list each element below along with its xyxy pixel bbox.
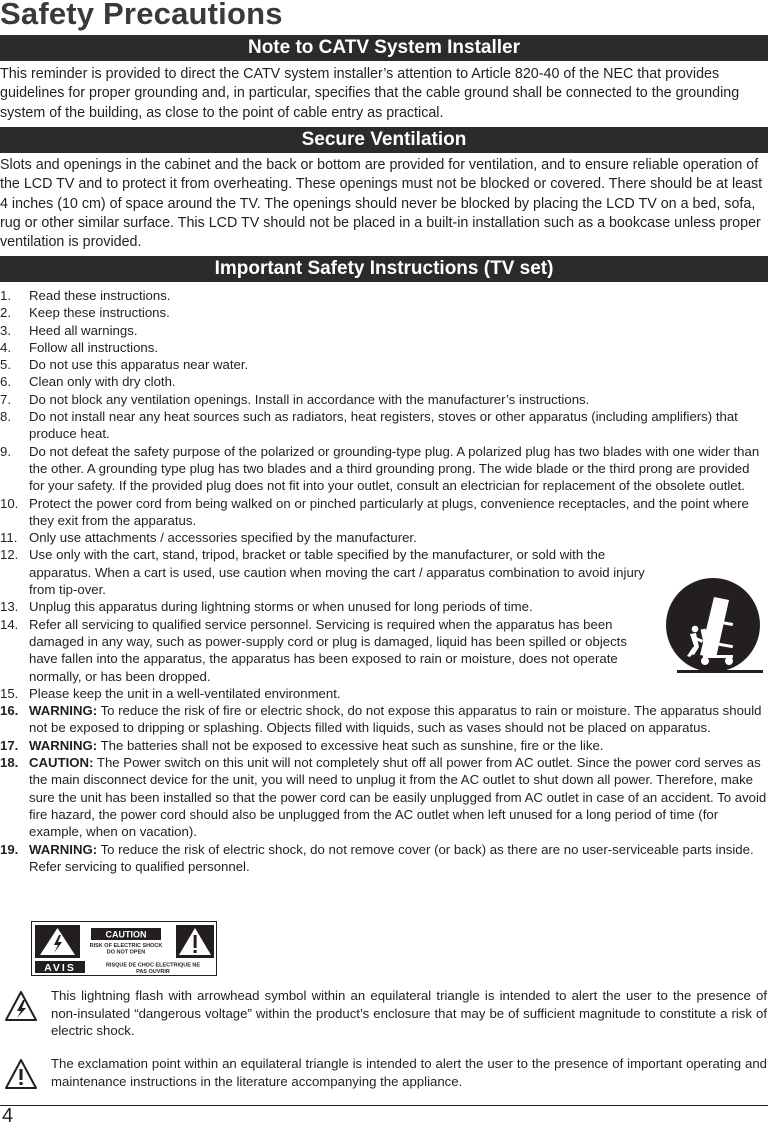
footer-divider: [0, 1105, 768, 1106]
list-item: 4. Follow all instructions.: [0, 339, 158, 355]
list-item: 12. Use only with the cart, stand, tripod, bracket or table specified by the manufacturer, or sold with the apparatus. When a cart is used, use caution when moving the cart / apparatus combination to avoid injury from tip-over.: [0, 547, 645, 598]
lightning-symbol-note: This lightning flash with arrowhead symbol within an equilateral triangle is intended to alert the user to the presence of non-insulated “dangerous voltage” within the product’s enclosure that may be of sufficient magnitude to constitute a risk of electric shock.: [51, 988, 767, 1038]
list-item: 19. WARNING: To reduce the risk of electric shock, do not remove cover (or back) as there are no user-serviceable parts inside. Refer servicing to qualified personnel.: [0, 841, 754, 874]
list-item: 13. Unplug this apparatus during lightning storms or when unused for long periods of time.: [0, 599, 533, 615]
list-item: 11. Only use attachments / accessories specified by the manufacturer.: [0, 530, 417, 546]
page-title: Safety Precautions: [0, 0, 283, 31]
section-header-instructions: Important Safety Instructions (TV set): [0, 256, 768, 282]
list-item: 3. Heed all warnings.: [0, 322, 138, 338]
caution-shock-label: [31, 921, 217, 976]
list-item: 7. Do not block any ventilation openings. Install in accordance with the manufacturer’s instructions.: [0, 391, 590, 407]
list-item: 18. CAUTION: The Power switch on this unit will not completely shut off all power from AC outlet. Since the power cord serves as the main disconnect device for the unit, you will need to unplug it from the AC outlet to shut down all power. Therefore, make sure the unit has been installed so that the power cord can be easily unplugged from AC outlet in case of an accident. To avoid fire hazard, the power cord should also be unplugged from the AC outlet when left unused for a long period of time (for example, when on vacation).: [0, 755, 767, 840]
list-item: 9. Do not defeat the safety purpose of the polarized or grounding-type plug. A polarized plug has two blades with one wider than the other. A grounding type plug has two blades and a third grounding prong. The wide blade or the third prong are provided for your safety. If the provided plug does not fit into your outlet, consult an electrician for replacement of the obsolete outlet.: [0, 443, 760, 494]
exclamation-symbol-note: The exclamation point within an equilateral triangle is intended to alert the user to the presence of important operating and maintenance instructions in the literature accompanying the appliance.: [51, 1056, 767, 1089]
list-item: 6. Clean only with dry cloth.: [0, 374, 176, 390]
list-item: 2. Keep these instructions.: [0, 305, 170, 321]
exclamation-triangle-icon: [4, 1058, 38, 1090]
svg-text:DO NOT OPEN: DO NOT OPEN: [106, 949, 146, 956]
list-item: 14. Refer all servicing to qualified service personnel. Servicing is required when the apparatus has been damaged in any way, such as power-supply cord or plug is damaged, liquid has been spilled or objects have fallen into the apparatus, the apparatus has been exposed to rain or moisture, does not operate normally, or has been dropped.: [0, 616, 627, 684]
avis-word: AVIS: [44, 962, 76, 974]
list-item: 16. WARNING: To reduce the risk of fire or electric shock, do not expose this apparatus to rain or moisture. The apparatus should not be exposed to dripping or splashing. Objects filled with liquids, such as vases should not be placed on apparatus.: [0, 703, 762, 736]
list-item: 1. Read these instructions.: [0, 288, 171, 303]
svg-text:RISK OF ELECTRIC SHOCK: RISK OF ELECTRIC SHOCK: [89, 943, 163, 949]
list-item: 10. Protect the power cord from being walked on or pinched particularly at plugs, convenience receptacles, and the point where they exit from the apparatus.: [0, 495, 749, 528]
lightning-triangle-icon: [4, 990, 38, 1022]
svg-text:PAS OUVRIR: PAS OUVRIR: [136, 969, 170, 975]
list-item: 8. Do not install near any heat sources such as radiators, heat registers, stoves or other apparatus (including amplifiers) that produce heat.: [0, 409, 738, 442]
svg-text:RISQUE DE CHOC ELECTRIQUE NE: RISQUE DE CHOC ELECTRIQUE NE: [105, 962, 201, 969]
list-item: 17. WARNING: The batteries shall not be exposed to excessive heat such as sunshine, fire or the like.: [0, 737, 604, 753]
section-header-catv: Note to CATV System Installer: [0, 35, 768, 61]
section-header-ventilation: Secure Ventilation: [0, 127, 768, 153]
cart-warning-icon: [663, 577, 767, 677]
safety-instructions-list: [0, 287, 768, 875]
catv-paragraph: This reminder is provided to direct the CATV system installer’s attention to Article 820-40 of the NEC that provides guidelines for proper grounding and, in particular, specifies that the cable ground shall be connected to the grounding system of the building, as close to the point of cable entry as practical.: [0, 66, 740, 121]
page-number: 4: [2, 1105, 14, 1127]
caution-word: CAUTION: [105, 929, 147, 940]
ventilation-paragraph: Slots and openings in the cabinet and the back or bottom are provided for ventilation, and to ensure reliable operation of the LCD TV and to protect it from overheating. These openings must not be blocked or covered. There should be at least 4 inches (10 cm) of space around the TV. The openings should never be blocked by placing the LCD TV on a bed, sofa, rug or other similar surface. This LCD TV should not be placed in a built-in installation such as a bookcase unless proper ventilation is provided.: [0, 157, 763, 251]
list-item: 15. Please keep the unit in a well-ventilated environment.: [0, 685, 341, 701]
list-item: 5. Do not use this apparatus near water.: [0, 357, 249, 373]
